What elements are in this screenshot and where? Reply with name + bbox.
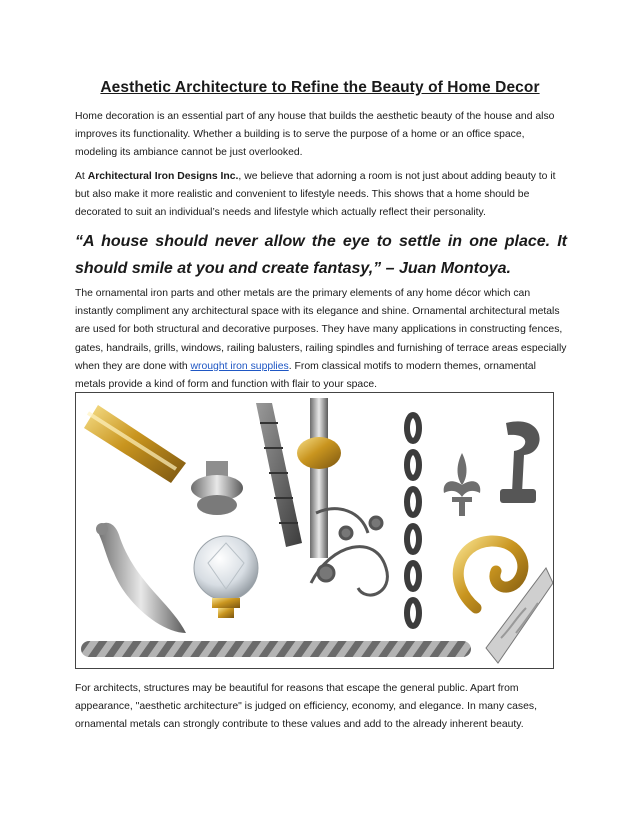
- page-title: Aesthetic Architecture to Refine the Beauty of Home Decor: [100, 79, 540, 96]
- paragraph-company: [75, 168, 567, 223]
- newel-cap-image: [191, 461, 243, 515]
- wrought-iron-supplies-link[interactable]: wrought iron supplies: [190, 360, 289, 372]
- paragraph-ornamental: [75, 285, 567, 394]
- fleur-de-lis-image: [444, 453, 481, 516]
- ornamental-metals-photo: [75, 392, 554, 669]
- chain-image: [407, 415, 419, 626]
- rod-collar-image: [297, 398, 341, 558]
- twisted-bar-image: [256, 403, 302, 547]
- company-name: Architectural Iron Designs Inc.: [87, 171, 239, 182]
- wall-bracket-image: [500, 421, 540, 503]
- gold-handrail-image: [84, 405, 186, 483]
- paragraph-company-pre: At: [75, 171, 88, 182]
- paragraph-architects: For architects, structures may be beautiful for reasons that escape the general public. Apart from appearance, "aesthetic architecture" is judged on efficiency, economy, and elegance. In many cases, ornamental metals can strongly contribute to these values and add to the already inherent beauty.: [75, 683, 537, 731]
- crystal-knob-image: [194, 536, 258, 618]
- paragraph-intro: Home decoration is an essential part of any house that builds the aesthetic beauty of the house and also improves its functionality. Whether a building is to serve the purpose of a home or an office space, modeling its ambiance cannot be just overlooked.: [75, 111, 555, 159]
- gold-spiral-image: [458, 541, 523, 608]
- paragraph-ornamental-post: . From classical motifs to modern themes, ornamental metals provide a kind of form and function with flair to your space.: [75, 360, 536, 391]
- paragraph-ornamental-pre: The ornamental iron parts and other metals are the primary elements of any home décor which can instantly compliment any architectural space with its elegance and shine. Ornamental architectural metals are used for both structural and decorative purposes. They have many applications in constructing fences, gates, handrails, grills, windows, railing balusters, railing spindles and furnishing of terrace areas especially when they are done with: [75, 288, 567, 372]
- paragraph-company-post: , we believe that adorning a room is not just about adding beauty to it but also make it more realistic and convenient to lifestyle needs. This shows that a home should be decorated to suit an individual’s needs and lifestyle which actually reflect their personality.: [75, 171, 556, 219]
- rope-rail-image: [81, 641, 471, 657]
- quote: “A house should never allow the eye to settle in one place. It should smile at you and create fantasy,” – Juan Montoya.: [75, 233, 567, 277]
- peacock-image: [96, 523, 186, 633]
